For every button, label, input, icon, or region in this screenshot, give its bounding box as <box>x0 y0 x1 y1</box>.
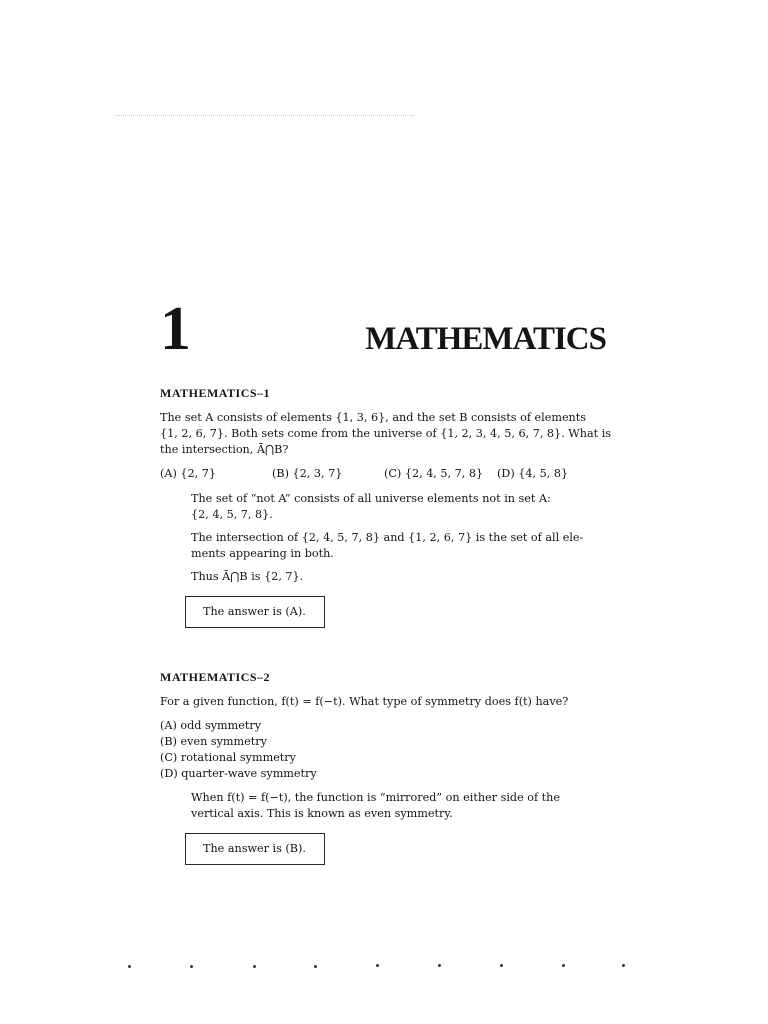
scan-speckle <box>314 965 317 968</box>
problem-mathematics-1 <box>160 386 612 628</box>
scan-speckle <box>376 964 379 967</box>
chapter-title: MATHEMATICS <box>365 321 606 357</box>
question-line: the intersection, Ā⋂B? <box>160 443 289 456</box>
question-line: For a given function, f(t) = f(−t). What type of symmetry does f(t) have? <box>160 695 569 708</box>
answer-box: The answer is (A). <box>185 596 325 628</box>
problem-heading: MATHEMATICS–1 <box>160 386 271 400</box>
solution-line: ments appearing in both. <box>191 547 334 560</box>
scan-speckle <box>622 964 625 967</box>
problem-mathematics-2 <box>160 670 612 865</box>
option-b: (B) even symmetry <box>160 735 267 748</box>
scan-speckle <box>562 964 565 967</box>
scan-artifact-line <box>116 115 414 116</box>
option-a: (A) odd symmetry <box>160 719 262 732</box>
problem-heading: MATHEMATICS–2 <box>160 670 271 684</box>
question-line: The set A consists of elements {1, 3, 6}, and the set B consists of elements <box>160 411 587 424</box>
option-a: (A) {2, 7} <box>160 467 216 480</box>
answer-options <box>160 466 612 482</box>
problem-question <box>160 694 612 710</box>
option-d: (D) {4, 5, 8} <box>497 467 569 480</box>
solution <box>191 491 591 585</box>
scan-speckle <box>253 965 256 968</box>
answer-options <box>160 718 612 782</box>
scan-speckle <box>128 965 131 968</box>
problem-question <box>160 410 612 458</box>
option-d: (D) quarter-wave symmetry <box>160 767 317 780</box>
solution-paragraph <box>191 530 591 562</box>
solution-line: When f(t) = f(−t), the function is “mirrored” on either side of the <box>191 791 561 804</box>
scan-speckle <box>438 964 441 967</box>
question-line: {1, 2, 6, 7}. Both sets come from the universe of {1, 2, 3, 4, 5, 6, 7, 8}. What is <box>160 427 612 440</box>
solution-line: The intersection of {2, 4, 5, 7, 8} and {1, 2, 6, 7} is the set of all ele- <box>191 531 584 544</box>
option-c: (C) {2, 4, 5, 7, 8} <box>384 467 484 480</box>
option-b: (B) {2, 3, 7} <box>272 467 343 480</box>
solution <box>191 790 591 822</box>
solution-line: vertical axis. This is known as even symmetry. <box>191 807 453 820</box>
chapter-number: 1 <box>160 295 191 363</box>
solution-paragraph <box>191 569 591 585</box>
scan-speckle <box>500 964 503 967</box>
solution-line: Thus Ā⋂B is {2, 7}. <box>191 570 304 583</box>
solution-paragraph <box>191 491 591 523</box>
scan-speckle <box>190 965 193 968</box>
solution-line: {2, 4, 5, 7, 8}. <box>191 508 273 521</box>
solution-paragraph <box>191 790 591 822</box>
answer-box: The answer is (B). <box>185 833 325 865</box>
option-c: (C) rotational symmetry <box>160 751 296 764</box>
solution-line: The set of “not A” consists of all universe elements not in set A: <box>191 492 551 505</box>
